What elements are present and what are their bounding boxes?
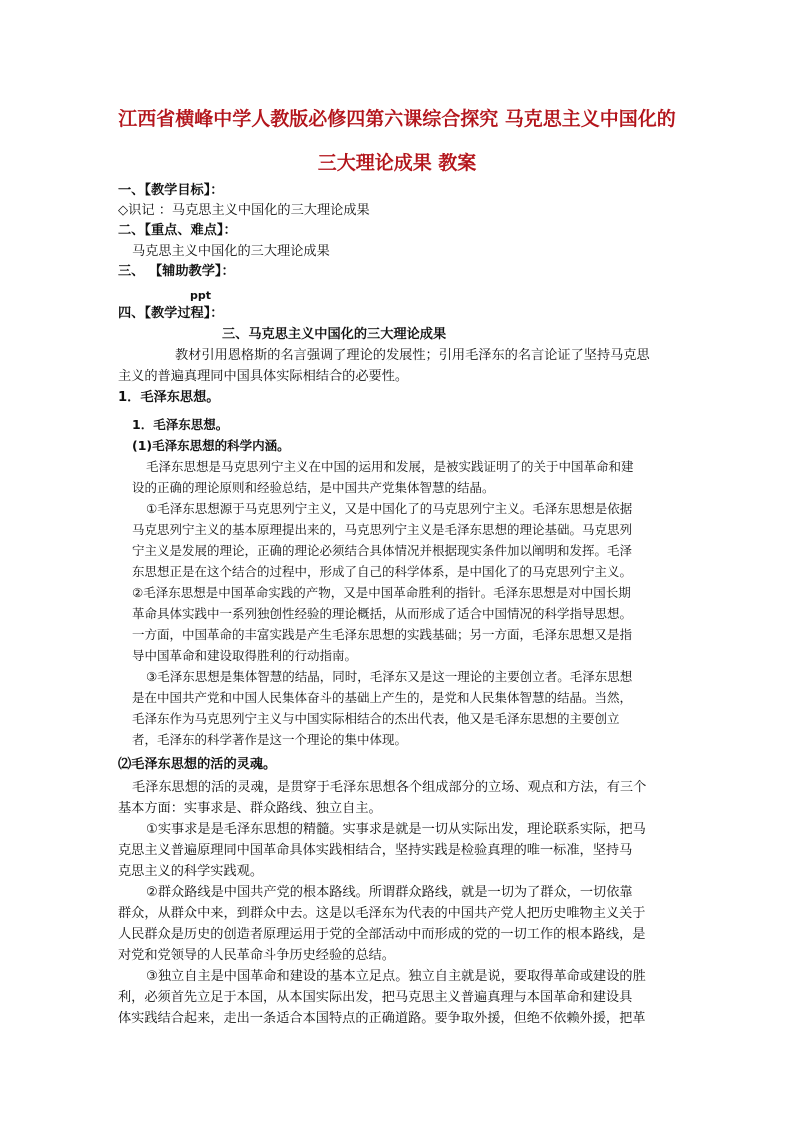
body-line: 设的正确的理论原则和经验总结，是中国共产党集体智慧的结晶。 — [132, 480, 495, 495]
body-line: 群众，从群众中来，到群众中去。这是以毛泽东为代表的中国共产党人把历史唯物主义关于 — [118, 906, 646, 921]
body-line: 人民群众是历史的创造者原理运用于党的全部活动中而形成的党的一切工作的根本路线，是 — [118, 927, 646, 942]
section-heading: (1)毛泽东思想的科学内涵。 — [132, 438, 290, 453]
body-line: 毛泽东作为马克思列宁主义与中国实际相结合的杰出代表，他又是毛泽东思想的主要创立 — [132, 711, 620, 726]
body-line: ①毛泽东思想源于马克思列宁主义，又是中国化了的马克思列宁主义。毛泽东思想是依据 — [146, 501, 633, 516]
body-line: 克思主义的科学实践观。 — [118, 864, 264, 879]
goal-heading: 一、【教学目标】： — [118, 183, 224, 198]
body-line: 导中国革命和建设取得胜利的行动指南。 — [132, 648, 358, 663]
body-line: 教材引用恩格斯的名言强调了理论的发展性；引用毛泽东的名言论证了坚持马克思 — [175, 348, 650, 363]
body-line: 是在中国共产党和中国人民集体奋斗的基础上产生的，是党和人民集体智慧的结晶。当然， — [132, 690, 633, 705]
section-heading: 1．毛泽东思想。 — [132, 417, 229, 432]
document-title-line-1: 江西省横峰中学人教版必修四第六课综合探究 马克思主义中国化的 — [118, 108, 676, 130]
aid-heading: 三、 【辅助教学】： — [118, 264, 235, 279]
aid-text: ppt — [190, 289, 212, 302]
key-heading: 二、【重点、难点】： — [118, 223, 237, 238]
body-line: 体实践结合起来，走出一条适合本国特点的正确道路。要争取外援，但绝不依赖外援，把革 — [118, 1011, 646, 1026]
document-title-line-2: 三大理论成果 教案 — [317, 152, 477, 174]
process-heading: 四、【教学过程】： — [118, 306, 224, 321]
body-line: ①实事求是是毛泽东思想的精髓。实事求是就是一切从实际出发，理论联系实际，把马 — [146, 822, 646, 837]
body-line: 主义的普遍真理同中国具体实际相结合的必要性。 — [118, 369, 409, 384]
body-line: ②毛泽东思想是中国革命实践的产物，又是中国革命胜利的指针。毛泽东思想是对中国长期 — [132, 585, 631, 600]
body-line: 基本方面：实事求是、群众路线、独立自主。 — [118, 801, 382, 816]
body-line: 一方面，中国革命的丰富实践是产生毛泽东思想的实践基础；另一方面，毛泽东思想又是指 — [132, 627, 633, 642]
body-line: 毛泽东思想是马克思列宁主义在中国的运用和发展，是被实践证明了的关于中国革命和建 — [146, 459, 634, 474]
body-line: 对党和党领导的人民革命斗争历史经验的总结。 — [118, 948, 395, 963]
body-line: 东思想正是在这个结合的过程中，形成了自己的科学体系，是中国化了的马克思列宁主义。 — [132, 564, 633, 579]
body-line: 克思主义普遍原理同中国革命具体实践相结合，坚持实践是检验真理的唯一标准，坚持马 — [118, 843, 633, 858]
body-line: 者，毛泽东的科学著作是这一个理论的集中体现。 — [132, 732, 408, 747]
body-line: ③毛泽东思想是集体智慧的结晶，同时，毛泽东又是这一理论的主要创立者。毛泽东思想 — [146, 669, 633, 684]
key-text: 马克思主义中国化的三大理论成果 — [132, 244, 330, 259]
body-line: 革命具体实践中一系列独创性经验的理论概括，从而形成了适合中国情况的科学指导思想。 — [132, 606, 633, 621]
section-heading: 1．毛泽东思想。 — [118, 390, 220, 405]
body-line: 马克思列宁主义的基本原理提出来的，马克思列宁主义是毛泽东思想的理论基础。马克思列 — [132, 522, 633, 537]
body-line: ③独立自主是中国革命和建设的基本立足点。独立自主就是说，要取得革命或建设的胜 — [146, 969, 646, 984]
body-line: 利，必须首先立足于本国，从本国实际出发，把马克思主义普遍真理与本国革命和建设具 — [118, 990, 633, 1005]
body-line: ②群众路线是中国共产党的根本路线。所谓群众路线，就是一切为了群众，一切依靠 — [146, 885, 633, 900]
goal-text: ◇识记 ：马克思主义中国化的三大理论成果 — [118, 203, 370, 218]
section-heading: ⑵毛泽东思想的活的灵魂。 — [118, 757, 277, 772]
body-line: 宁主义是发展的理论，正确的理论必须结合具体情况并根据现实条件加以阐明和发挥。毛泽 — [132, 543, 633, 558]
process-title: 三、马克思主义中国化的三大理论成果 — [222, 327, 447, 342]
body-line: 毛泽东思想的活的灵魂，是贯穿于毛泽东思想各个组成部分的立场、观点和方法，有三个 — [132, 780, 647, 795]
